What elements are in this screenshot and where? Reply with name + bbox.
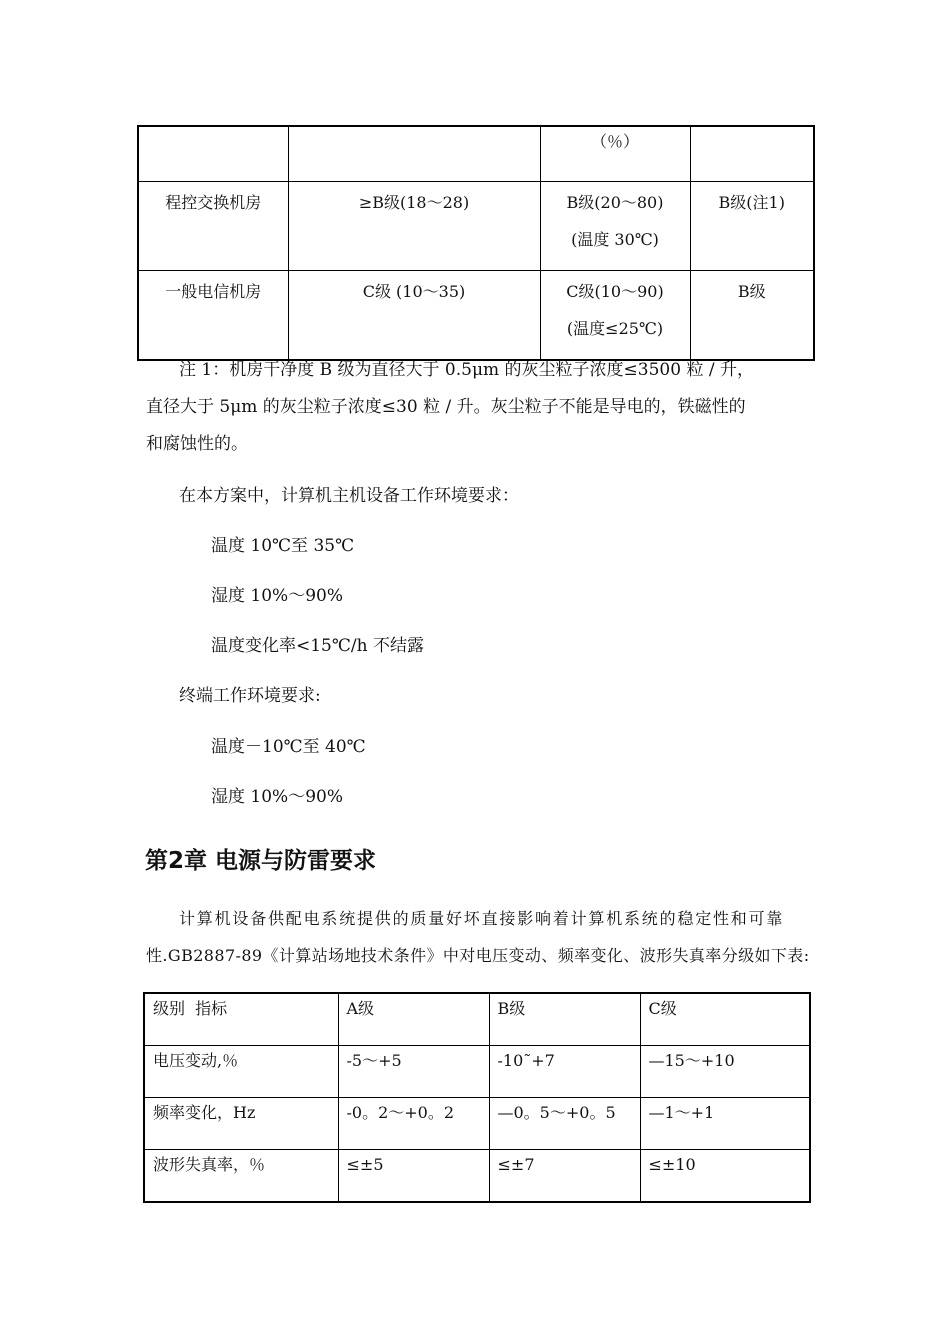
- table-cell: -0。2～+0。2: [338, 1098, 489, 1150]
- host-requirement-item: 温度 10℃至 35℃: [211, 536, 355, 556]
- table-header-cell: A级: [338, 993, 489, 1046]
- table-row: [138, 182, 814, 271]
- table-header-cell: B级: [489, 993, 640, 1046]
- note-line: 直径大于 5μm 的灰尘粒子浓度≤30 粒 / 升。灰尘粒子不能是导电的，铁磁性的: [146, 397, 746, 417]
- table-cell: 频率变化，Hz: [144, 1098, 338, 1150]
- table-cell: ≤±7: [489, 1150, 640, 1203]
- paragraph-line: 计算机设备供配电系统提供的质量好坏直接影响着计算机系统的稳定性和可靠: [179, 909, 785, 928]
- power-paragraph: [146, 900, 811, 974]
- table-row: [138, 271, 814, 361]
- table-cell: C级(10～90) (温度≤25℃): [540, 271, 690, 361]
- table-row: [144, 1098, 810, 1150]
- table-row: [144, 1150, 810, 1203]
- table-cell: 一般电信机房: [138, 271, 288, 361]
- table-cell: —1～+1: [640, 1098, 810, 1150]
- paragraph-line: 性.GB2887-89《计算站场地技术条件》中对电压变动、频率变化、波形失真率分级如下表:: [146, 946, 810, 965]
- table-cell: C级 (10～35): [288, 271, 540, 361]
- table-cell: [288, 126, 540, 182]
- environment-grade-table: [137, 125, 815, 361]
- table-cell: ≤±10: [640, 1150, 810, 1203]
- host-requirement-item: 温度变化率<15℃/h 不结露: [211, 636, 424, 656]
- table-cell: B级(20～80) (温度 30℃): [540, 182, 690, 271]
- table-cell: —15～+10: [640, 1046, 810, 1098]
- terminal-requirement-intro: 终端工作环境要求:: [179, 686, 321, 706]
- table-cell: B级(注1): [690, 182, 814, 271]
- table-cell: ≥B级(18～28): [288, 182, 540, 271]
- table-cell: 电压变动,％: [144, 1046, 338, 1098]
- chapter-heading: 第2章 电源与防雷要求: [145, 848, 377, 874]
- table-cell: —0。5～+0。5: [489, 1098, 640, 1150]
- table-cell: B级: [690, 271, 814, 361]
- table-row: [138, 126, 814, 182]
- table-cell: ≤±5: [338, 1150, 489, 1203]
- table-cell: [138, 126, 288, 182]
- terminal-requirement-item: 温度－10℃至 40℃: [211, 737, 366, 757]
- table-cell: -10˜+7: [489, 1046, 640, 1098]
- table-cell: （％）: [540, 126, 690, 182]
- table-cell: [690, 126, 814, 182]
- table-header-cell: C级: [640, 993, 810, 1046]
- note-line: 注 1：机房干净度 B 级为直径大于 0.5μm 的灰尘粒子浓度≤3500 粒 / 升，: [179, 360, 754, 380]
- table-note: [146, 352, 811, 463]
- host-requirement-item: 湿度 10%～90%: [211, 586, 343, 606]
- table-header-cell: 级别 指标: [144, 993, 338, 1046]
- table-header-row: [144, 993, 810, 1046]
- power-quality-table: [143, 992, 811, 1203]
- terminal-requirement-item: 湿度 10%～90%: [211, 787, 343, 807]
- table-row: [144, 1046, 810, 1098]
- host-requirement-intro: 在本方案中，计算机主机设备工作环境要求：: [179, 486, 519, 506]
- note-line: 和腐蚀性的。: [146, 434, 248, 454]
- table-cell: -5～+5: [338, 1046, 489, 1098]
- table-cell: 波形失真率，％: [144, 1150, 338, 1203]
- table-cell: 程控交换机房: [138, 182, 288, 271]
